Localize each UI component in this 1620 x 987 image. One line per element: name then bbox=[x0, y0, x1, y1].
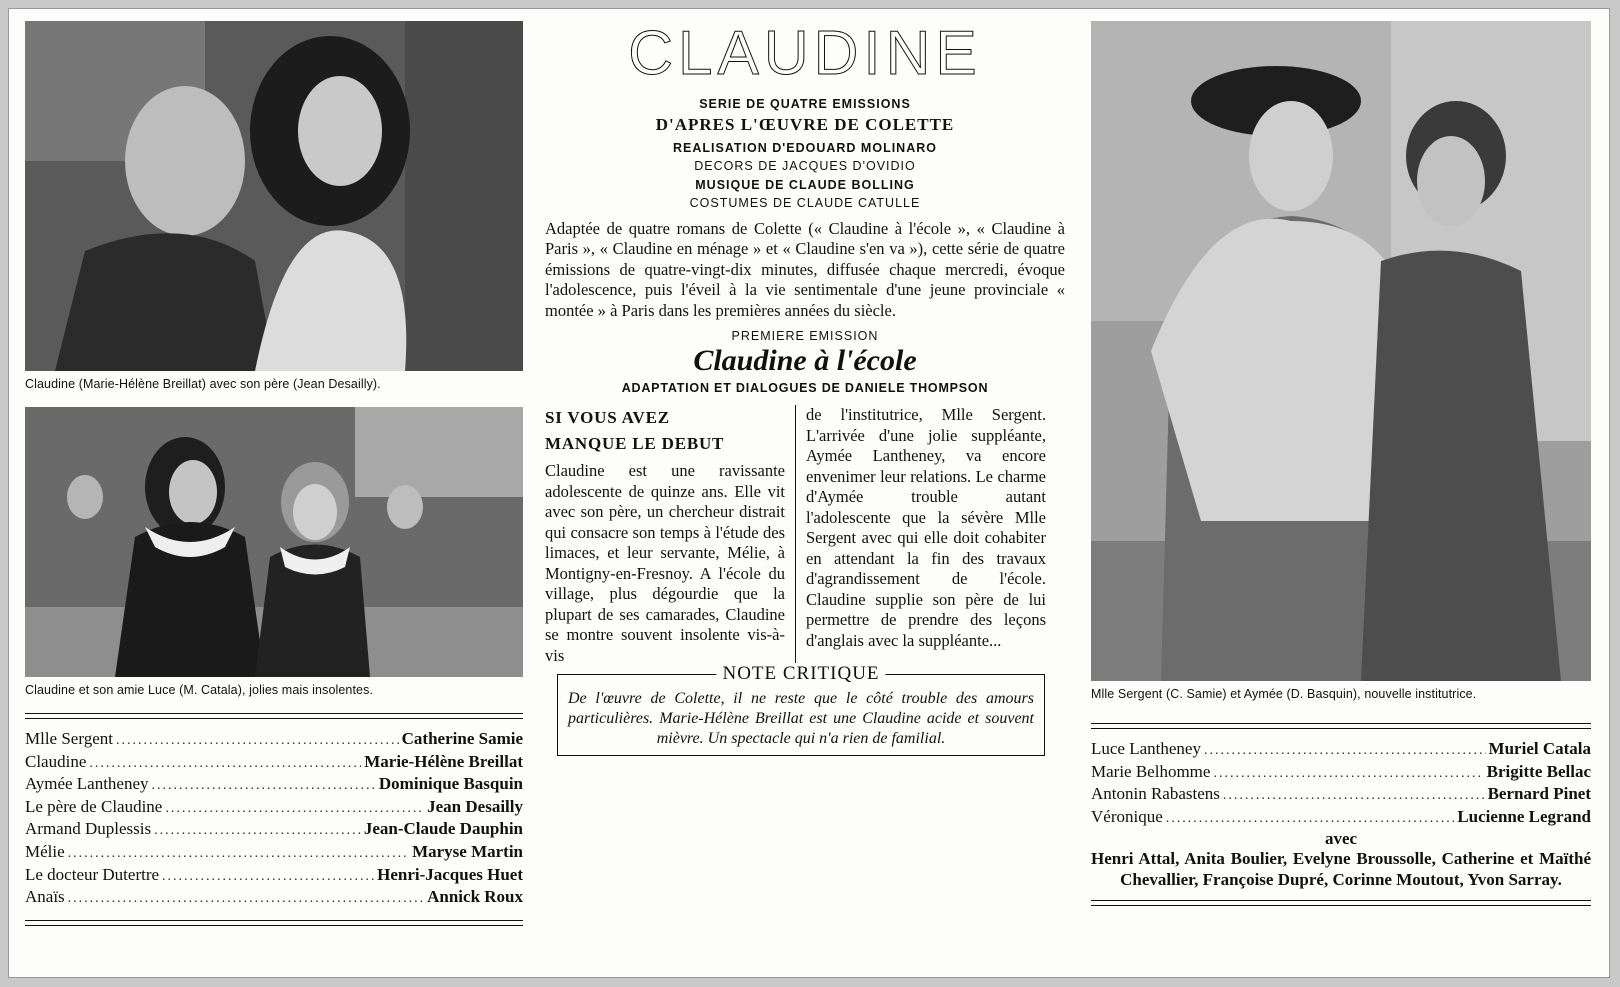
actor: Catherine Samie bbox=[401, 729, 523, 748]
cast-row bbox=[25, 865, 523, 888]
caption-photo-2: Claudine et son amie Luce (M. Catala), jolies mais insolentes. bbox=[25, 683, 374, 697]
episode-label: PREMIERE EMISSION bbox=[731, 329, 879, 344]
cast-row bbox=[25, 729, 523, 752]
critical-note-heading: NOTE CRITIQUE bbox=[716, 663, 885, 685]
role: Anaïs bbox=[25, 887, 65, 907]
caption-photo-1: Claudine (Marie-Hélène Breillat) avec son père (Jean Desailly). bbox=[25, 377, 381, 391]
left-column bbox=[25, 21, 523, 926]
magazine-page bbox=[8, 8, 1610, 978]
cast-row bbox=[25, 842, 523, 865]
role: Armand Duplessis bbox=[25, 819, 152, 839]
actor: Maryse Martin bbox=[412, 841, 523, 861]
actor: Henri-Jacques Huet bbox=[377, 864, 523, 884]
role: Mlle Sergent bbox=[25, 729, 113, 748]
actor: Lucienne Legrand bbox=[1457, 806, 1591, 826]
episode-title: Claudine à l'école bbox=[693, 344, 917, 378]
role: Antonin Rabastens bbox=[1091, 784, 1220, 804]
caption-photo-3: Mlle Sergent (C. Samie) et Aymée (D. Basquin), nouvelle institutrice. bbox=[1091, 687, 1477, 701]
middle-column bbox=[545, 21, 1065, 756]
credit-decors: DECORS DE JACQUES D'OVIDIO bbox=[694, 159, 916, 173]
actor: Marie-Hélène Breillat bbox=[364, 751, 523, 771]
critical-note-box bbox=[557, 663, 1045, 756]
cast-row bbox=[1091, 739, 1591, 762]
cast-row bbox=[1091, 762, 1591, 785]
critical-note-text: De l'œuvre de Colette, il ne reste que le côté trouble des amours particulières. Marie-Hélène Breillat est une Claudine acide et souvent mièvre. Un spectacle qui n'a rien de familial. bbox=[568, 690, 1034, 748]
cast-list-left bbox=[25, 729, 523, 910]
role: Claudine bbox=[25, 751, 87, 771]
photo-claudine-and-father bbox=[25, 21, 523, 371]
photo-mlle-sergent-and-aymee bbox=[1091, 21, 1591, 681]
cast-row bbox=[25, 887, 523, 910]
article-heading bbox=[545, 405, 785, 457]
right-column bbox=[1091, 21, 1591, 906]
article-text-2: de l'institutrice, Mlle Sergent. L'arrivée d'une jolie suppléante, Aymée Lantheney, va encore envenimer leur relations. Le charme d'Aymée trouble autant l'adolescente que la sévère Mlle Sergent avec qui elle doit cohabiter en attendant la fin des travaux d'agrandissement de l'école. Claudine supplie son père de lui permettre de prendre des leçons d'anglais avec la suppléante... bbox=[806, 405, 1046, 650]
role: Le docteur Dutertre bbox=[25, 864, 160, 884]
article-column-1 bbox=[545, 405, 795, 666]
role: Véronique bbox=[1091, 806, 1163, 826]
actor: Jean-Claude Dauphin bbox=[363, 819, 523, 839]
divider bbox=[1091, 900, 1591, 906]
role: Mélie bbox=[25, 841, 65, 861]
cast-row bbox=[1091, 807, 1591, 830]
cast-list-right bbox=[1091, 739, 1591, 890]
actor: Jean Desailly bbox=[427, 796, 523, 816]
series-line: SERIE DE QUATRE EMISSIONS bbox=[699, 97, 911, 111]
role: Aymée Lantheney bbox=[25, 774, 149, 794]
cast-row bbox=[1091, 784, 1591, 807]
page-title: CLAUDINE bbox=[628, 19, 982, 88]
divider bbox=[25, 920, 523, 926]
divider bbox=[25, 713, 523, 719]
series-source: D'APRES L'ŒUVRE DE COLETTE bbox=[655, 114, 955, 134]
cast-row bbox=[25, 774, 523, 797]
actor: Muriel Catala bbox=[1488, 739, 1591, 758]
role: Le père de Claudine bbox=[25, 796, 163, 816]
credit-musique: MUSIQUE DE CLAUDE BOLLING bbox=[695, 177, 915, 192]
cast-row bbox=[25, 797, 523, 820]
credit-realisation: REALISATION D'EDOUARD MOLINARO bbox=[673, 140, 937, 155]
credit-costumes: COSTUMES DE CLAUDE CATULLE bbox=[689, 196, 921, 210]
role: Marie Belhomme bbox=[1091, 761, 1211, 781]
actor: Brigitte Bellac bbox=[1486, 761, 1591, 781]
actor: Annick Roux bbox=[427, 887, 523, 907]
cast-row bbox=[25, 752, 523, 775]
photo-classroom bbox=[25, 407, 523, 677]
episode-adaptation: ADAPTATION ET DIALOGUES DE DANIELE THOMPSON bbox=[621, 381, 989, 396]
article-column-2 bbox=[795, 405, 1046, 666]
avec-label: avec bbox=[1324, 829, 1358, 849]
article-heading-line2: MANQUE LE DEBUT bbox=[545, 434, 725, 454]
actor: Dominique Basquin bbox=[378, 774, 523, 794]
extras-list: Henri Attal, Anita Boulier, Evelyne Broussolle, Catherine et Maïthé Chevallier, Françoise Dupré, Corinne Moutout, Yvon Sarray. bbox=[1091, 849, 1591, 890]
cast-row bbox=[25, 819, 523, 842]
role: Luce Lantheney bbox=[1091, 739, 1201, 758]
article-heading-line1: SI VOUS AVEZ bbox=[545, 408, 670, 428]
article-text-1: Claudine est une ravissante adolescente de quinze ans. Elle vit avec son père, un chercheur distrait qui consacre son temps à l'étude des limaces, et leur servante, Mélie, à Montigny-en-Fresnoy. A l'école du village, plus dégourdie que la plupart de ses camarades, Claudine se montre souvent insolente vis-à-vis bbox=[545, 461, 785, 665]
article bbox=[545, 405, 1065, 666]
synopsis: Adaptée de quatre romans de Colette (« Claudine à l'école », « Claudine à Paris », « Claudine en ménage » et « Claudine s'en va »), cette série de quatre émissions de quatre-vingt-dix minutes, diffusée chaque mercredi, évoque l'adolescence, puis l'éveil à la vie sentimentale d'une jeune provinciale « montée » à Paris dans les premières années du siècle. bbox=[545, 218, 1065, 320]
actor: Bernard Pinet bbox=[1487, 784, 1591, 804]
divider bbox=[1091, 723, 1591, 729]
